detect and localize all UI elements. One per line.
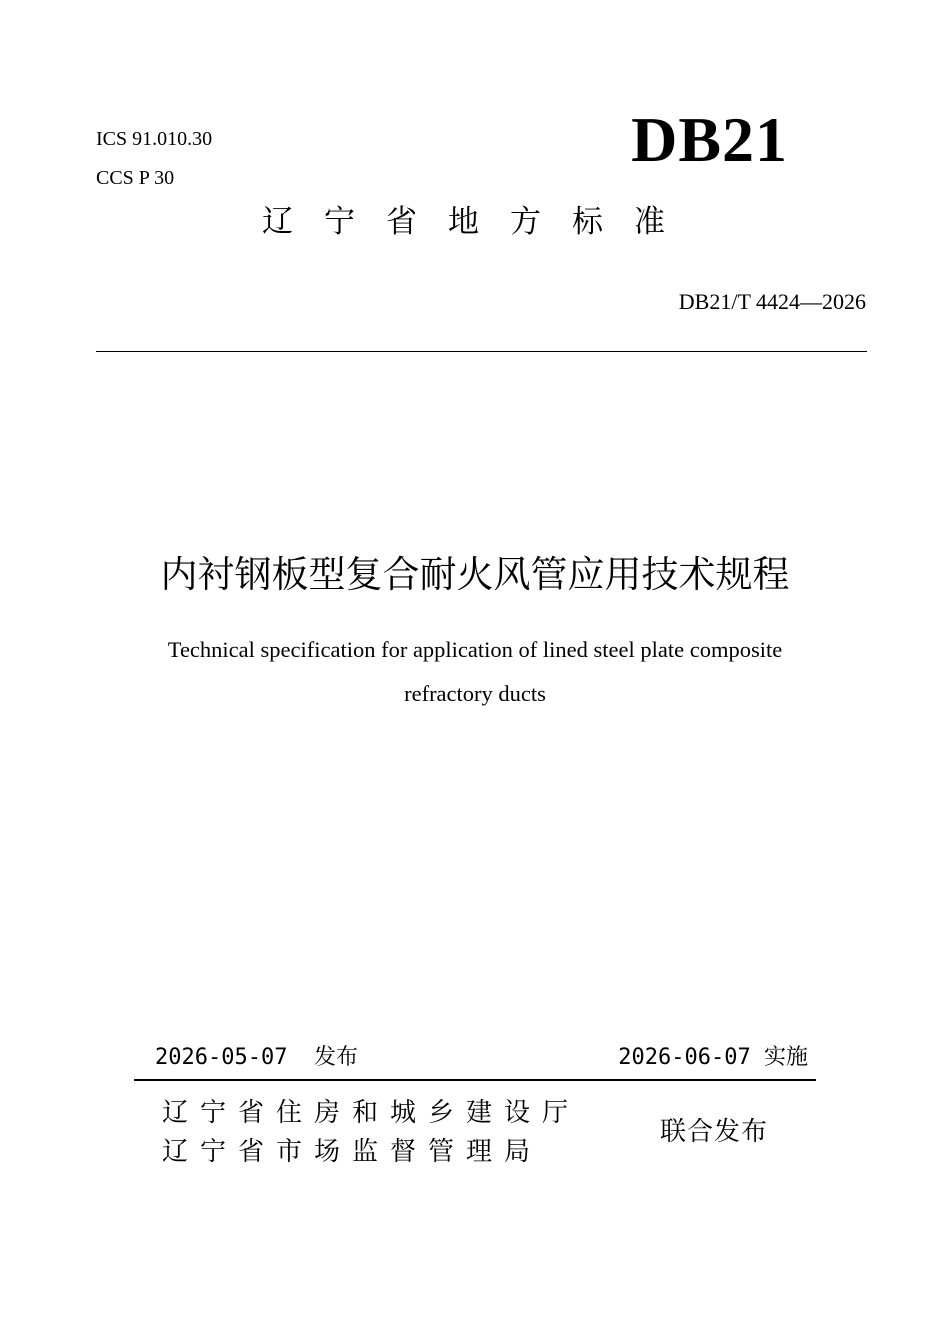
bottom-divider [134, 1079, 816, 1081]
db-code-logo: DB21 [631, 104, 788, 175]
issuer-housing-department: 辽宁省住房和城乡建设厅 [162, 1098, 581, 1128]
standard-number: DB21/T 4424—2026 [678, 289, 866, 314]
publish-date: 2026-05-07 [155, 1045, 288, 1070]
ccs-code: CCS P 30 [96, 167, 175, 189]
english-title-line-1: Technical specification for application of lined steel plate composite [167, 637, 783, 662]
implement-date-block [618, 1043, 808, 1073]
document-title-english [0, 628, 950, 716]
implement-label: 实施 [763, 1045, 808, 1070]
top-divider [96, 351, 867, 352]
publish-date-block [155, 1043, 358, 1073]
joint-publish-label: 联合发布 [660, 1117, 769, 1147]
english-title-line-2: refractory ducts [404, 681, 546, 706]
ics-code: ICS 91.010.30 [96, 128, 213, 150]
publish-label: 发布 [313, 1045, 358, 1070]
issuer-market-regulation-bureau: 辽宁省市场监督管理局 [162, 1137, 543, 1167]
document-title-chinese: 内衬钢板型复合耐火风管应用技术规程 [160, 553, 790, 596]
standard-type-heading: 辽宁省地方标准 [262, 204, 696, 240]
implement-date: 2026-06-07 [618, 1045, 751, 1070]
